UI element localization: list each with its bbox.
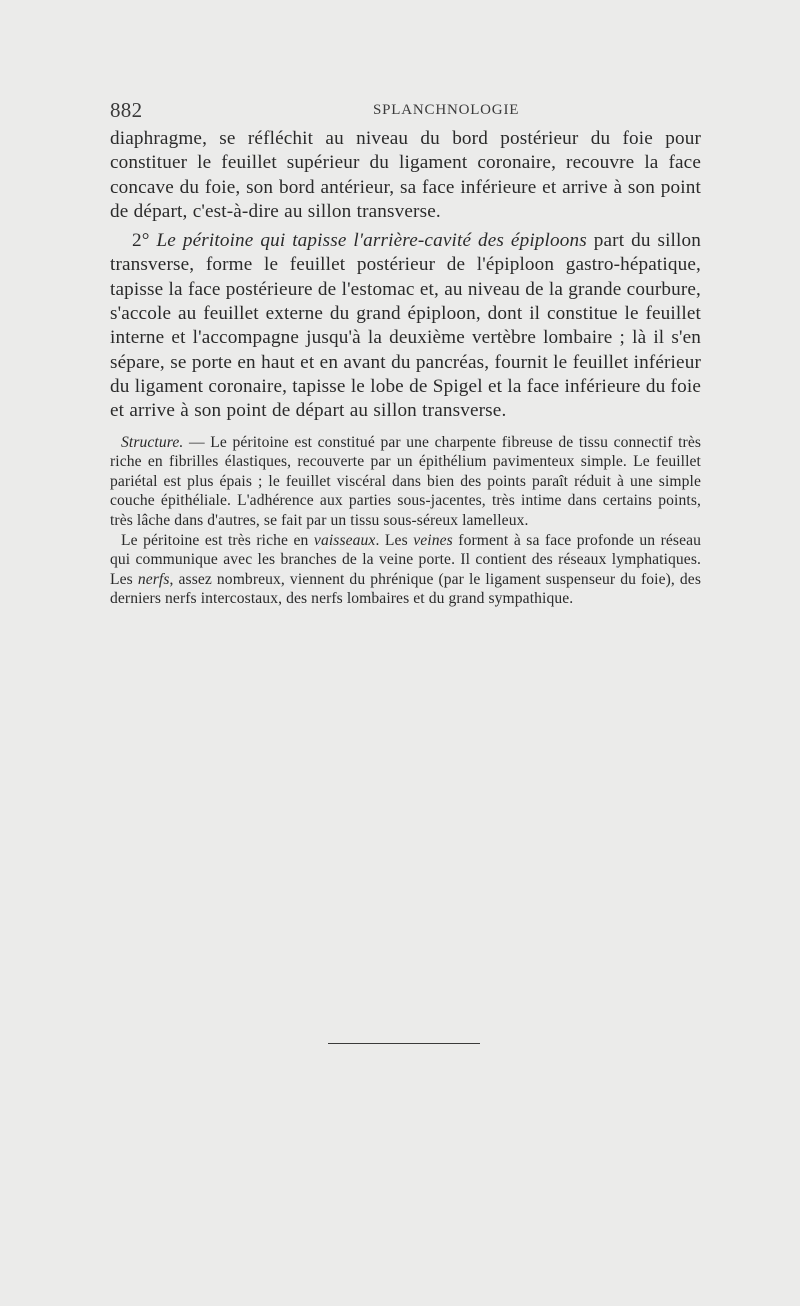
page-header: [110, 98, 700, 122]
running-title: SPLANCHNOLOGIE: [373, 102, 520, 118]
vessels-text-1: Le péritoine est très riche en: [121, 531, 309, 549]
vessels-term: vaisseaux: [313, 531, 376, 549]
paragraph-1: diaphragme, se réfléchit au niveau du bord postérieur du foie pour constituer le feuillet supérieur du ligament coronaire, recouvre la face concave du foie, son bord antérieur, sa face inférieure et arrive à son point de départ, c'est-à-dire au sillon transverse.: [110, 128, 701, 222]
paragraph-2-title: Le péritoine qui tapisse l'arrière-cavité des épiploons: [156, 230, 587, 252]
body-text: [110, 127, 701, 609]
small-print-section: [110, 433, 701, 609]
paragraph-2-text: part du sillon transverse, forme le feuillet postérieur de l'épiploon gastro-hépatique, tapisse la face postérieure de l'estomac et, au niveau de la grande courbure, s'accole au feuillet externe du grand épiploon, dont il constitue le feuillet interne et l'accompagne jusqu'à la deuxième vertèbre lombaire ; là il s'en sépare, se porte en haut et en avant du pancréas, fournit le feuillet inférieur du ligament coronaire, tapisse le lobe de Spigel et la face inférieure du foie et arrive à son point de départ au sillon transverse.: [110, 230, 701, 422]
vessels-text-3: forment à sa face profonde un réseau qui communique avec les branches de la veine porte. Il contient des réseaux lymphatiques. Les: [110, 531, 702, 588]
vessels-text-2: . Les: [375, 531, 408, 549]
structure-text: — Le péritoine est constitué par une charpente fibreuse de tissu connectif très riche en fibrilles élastiques, recouverte par un épithélium pavimenteux simple. Le feuillet pariétal est plus épais ; le feuillet viscéral dans bien des points paraît réduit à une simple couche épithéliale. L'adhérence aux parties sous-jacentes, très intime dans certains points, très lâche dans d'autres, se fait par un tissu sous-séreux lamelleux.: [110, 433, 702, 529]
section-divider: [328, 1043, 480, 1044]
paragraph-2: [110, 229, 701, 423]
paragraph-2-number: 2°: [132, 230, 150, 252]
vessels-text-4: , assez nombreux, viennent du phrénique (par le ligament suspenseur du foie), des derniers nerfs intercostaux, des nerfs lombaires et du grand sympathique.: [110, 570, 701, 608]
structure-label: Structure.: [121, 433, 184, 451]
page-number: 882: [110, 98, 143, 122]
vessels-paragraph: [110, 531, 701, 609]
structure-paragraph: [110, 433, 701, 531]
veins-term: veines: [413, 531, 453, 549]
nerves-term: nerfs: [137, 570, 170, 588]
